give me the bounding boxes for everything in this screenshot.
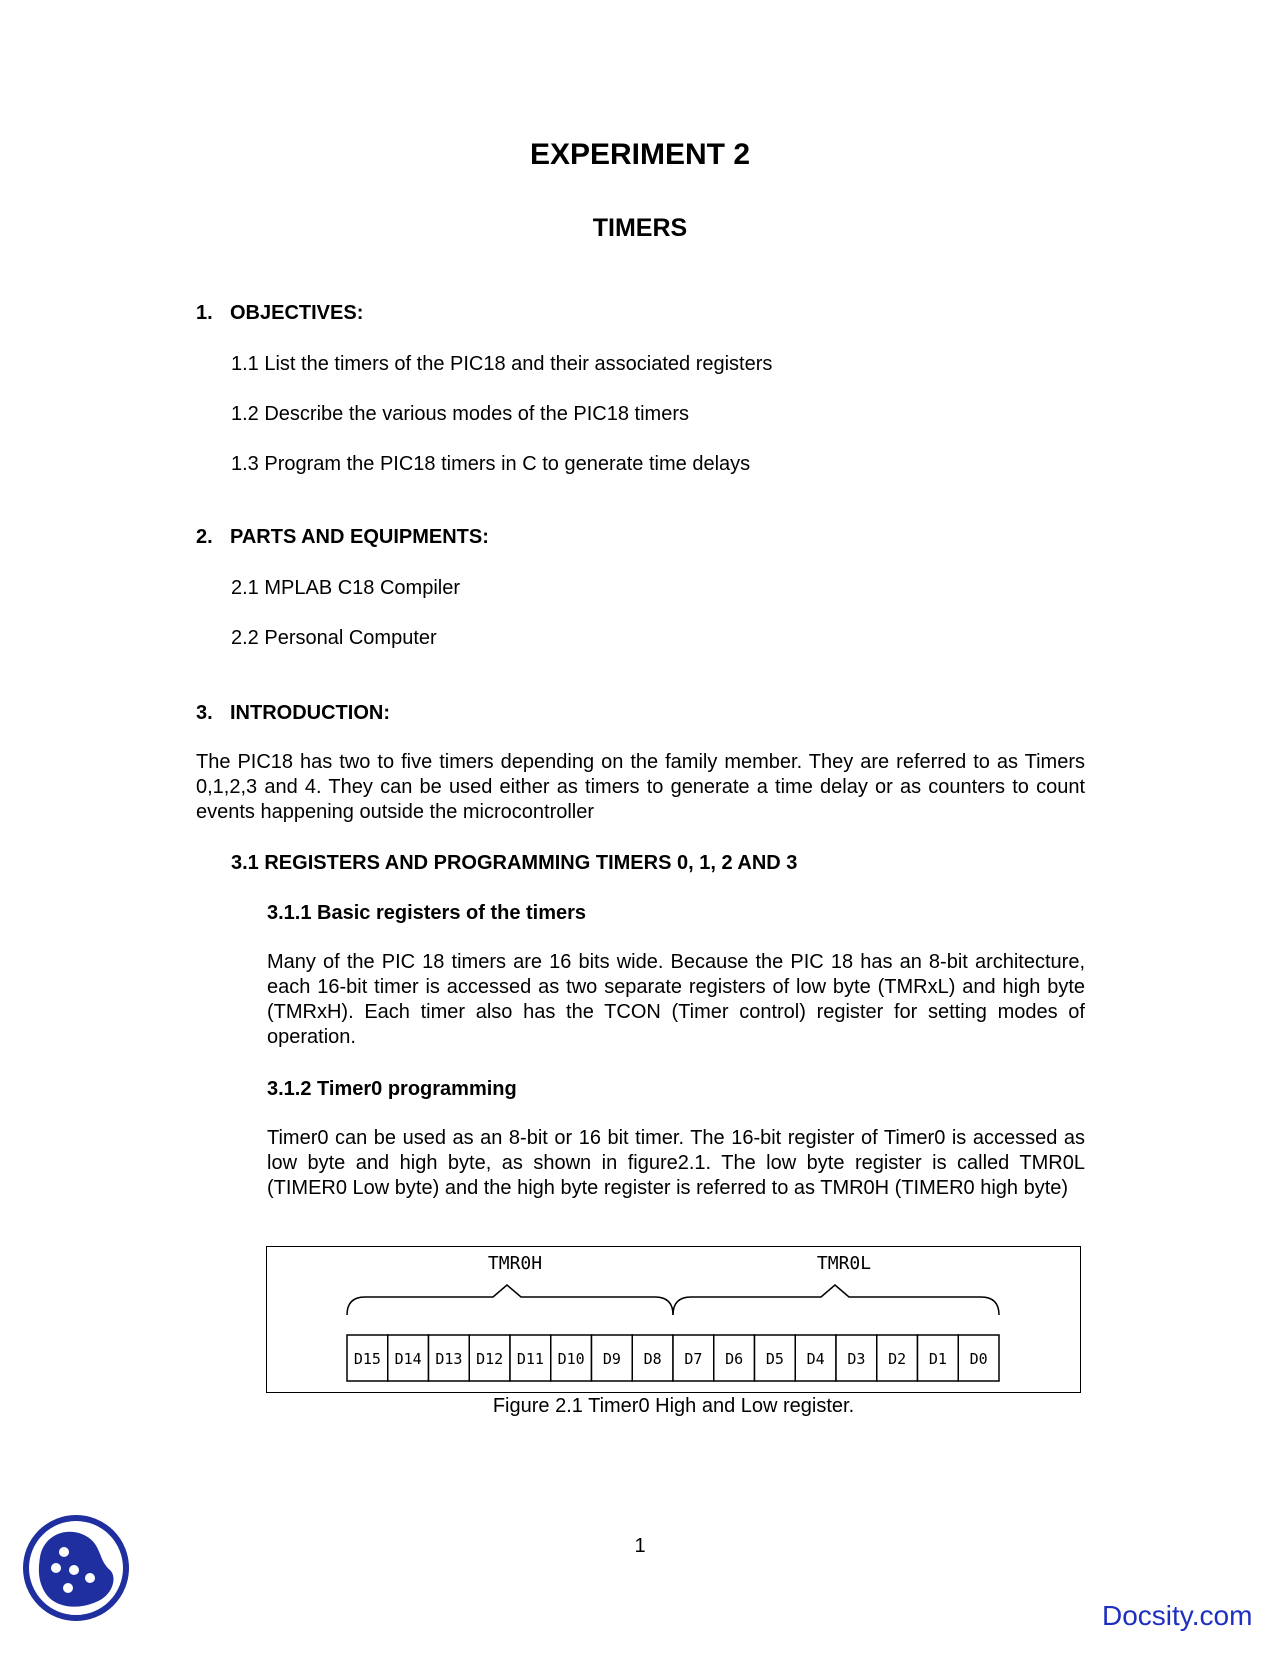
bit-cell-d8 xyxy=(632,1335,673,1381)
bit-cell-d11 xyxy=(510,1335,551,1381)
objective-item: 1.1 List the timers of the PIC18 and their associated registers xyxy=(231,353,773,375)
bit-label: D10 xyxy=(557,1350,585,1368)
section-title: INTRODUCTION: xyxy=(230,702,390,724)
parts-item: 2.1 MPLAB C18 Compiler xyxy=(231,577,460,599)
bit-cell-d0 xyxy=(958,1335,999,1381)
docsity-watermark: Docsity.com xyxy=(1102,1600,1253,1631)
bit-label: D2 xyxy=(888,1350,907,1368)
tmr0h-label: TMR0H xyxy=(487,1253,543,1274)
bit-cell-d6 xyxy=(714,1335,755,1381)
bit-label: D11 xyxy=(516,1350,544,1368)
bit-cell-d5 xyxy=(755,1335,796,1381)
bit-cell-d3 xyxy=(836,1335,877,1381)
high-byte-brace xyxy=(347,1285,673,1315)
section-number: 3. xyxy=(196,702,213,724)
bit-label: D5 xyxy=(765,1350,784,1368)
bit-label: D13 xyxy=(435,1350,463,1368)
document-subtitle: TIMERS xyxy=(592,214,688,242)
bit-label: D4 xyxy=(806,1350,825,1368)
low-byte-brace xyxy=(673,1285,999,1315)
section-number: 2. xyxy=(196,526,213,548)
bit-cell-d10 xyxy=(551,1335,592,1381)
introduction-heading xyxy=(196,702,390,725)
basic-registers-heading: 3.1.1 Basic registers of the timers xyxy=(267,902,587,924)
register-diagram xyxy=(267,1247,1079,1391)
bit-label: D9 xyxy=(602,1350,621,1368)
section-number: 1. xyxy=(196,302,213,324)
timer0-paragraph: Timer0 can be used as an 8-bit or 16 bit timer. The 16-bit register of Timer0 is accessed as low byte and high byte, as shown in figure2.1. The low byte register is called TMR0L (TIMER0 Low byte) and the high byte register is referred to as TMR0H (TIMER0 high byte) xyxy=(267,1127,1085,1199)
bit-label: D7 xyxy=(684,1350,703,1368)
section-title: OBJECTIVES: xyxy=(230,302,364,324)
bit-label: D1 xyxy=(928,1350,947,1368)
basic-registers-paragraph: Many of the PIC 18 timers are 16 bits wide. Because the PIC 18 has an 8-bit architecture, each 16-bit timer is accessed as two separate registers of low byte (TMRxL) and high byte (TMRxH). Each timer also has the TCON (Timer control) register for setting modes of operation. xyxy=(267,951,1085,1048)
bit-cell-d2 xyxy=(877,1335,918,1381)
page-number: 1 xyxy=(634,1535,646,1557)
bit-cell-d9 xyxy=(592,1335,633,1381)
section-title: PARTS AND EQUIPMENTS: xyxy=(230,526,489,548)
parts-heading xyxy=(196,526,489,549)
bit-cell-d15 xyxy=(347,1335,388,1381)
bit-label: D8 xyxy=(643,1350,662,1368)
bit-label: D12 xyxy=(476,1350,504,1368)
bit-label: D0 xyxy=(969,1350,988,1368)
timer0-heading: 3.1.2 Timer0 programming xyxy=(267,1078,517,1100)
bit-label: D6 xyxy=(725,1350,744,1368)
bit-cell-d12 xyxy=(469,1335,510,1381)
bit-cell-d13 xyxy=(429,1335,470,1381)
objective-item: 1.3 Program the PIC18 timers in C to generate time delays xyxy=(231,453,751,475)
bit-cell-d4 xyxy=(795,1335,836,1381)
document-title: EXPERIMENT 2 xyxy=(529,138,751,171)
bit-cell-d14 xyxy=(388,1335,429,1381)
objective-item: 1.2 Describe the various modes of the PIC18 timers xyxy=(231,403,689,425)
tmr0l-label: TMR0L xyxy=(816,1253,872,1274)
bit-label: D15 xyxy=(353,1350,381,1368)
bit-cell-d1 xyxy=(918,1335,959,1381)
objectives-heading xyxy=(196,302,363,325)
docsity-logo-icon xyxy=(20,1512,132,1624)
registers-subheading: 3.1 REGISTERS AND PROGRAMMING TIMERS 0, 1, 2 AND 3 xyxy=(231,852,798,874)
bit-cell-d7 xyxy=(673,1335,714,1381)
bit-label: D3 xyxy=(847,1350,866,1368)
figure-caption: Figure 2.1 Timer0 High and Low register. xyxy=(492,1395,855,1417)
timer0-register-figure xyxy=(266,1246,1081,1393)
parts-item: 2.2 Personal Computer xyxy=(231,627,437,649)
bit-label: D14 xyxy=(394,1350,422,1368)
introduction-paragraph: The PIC18 has two to five timers depending on the family member. They are referred to as Timers 0,1,2,3 and 4. They can be used either as timers to generate a time delay or as counters to count events happening outside the microcontroller xyxy=(196,751,1085,823)
